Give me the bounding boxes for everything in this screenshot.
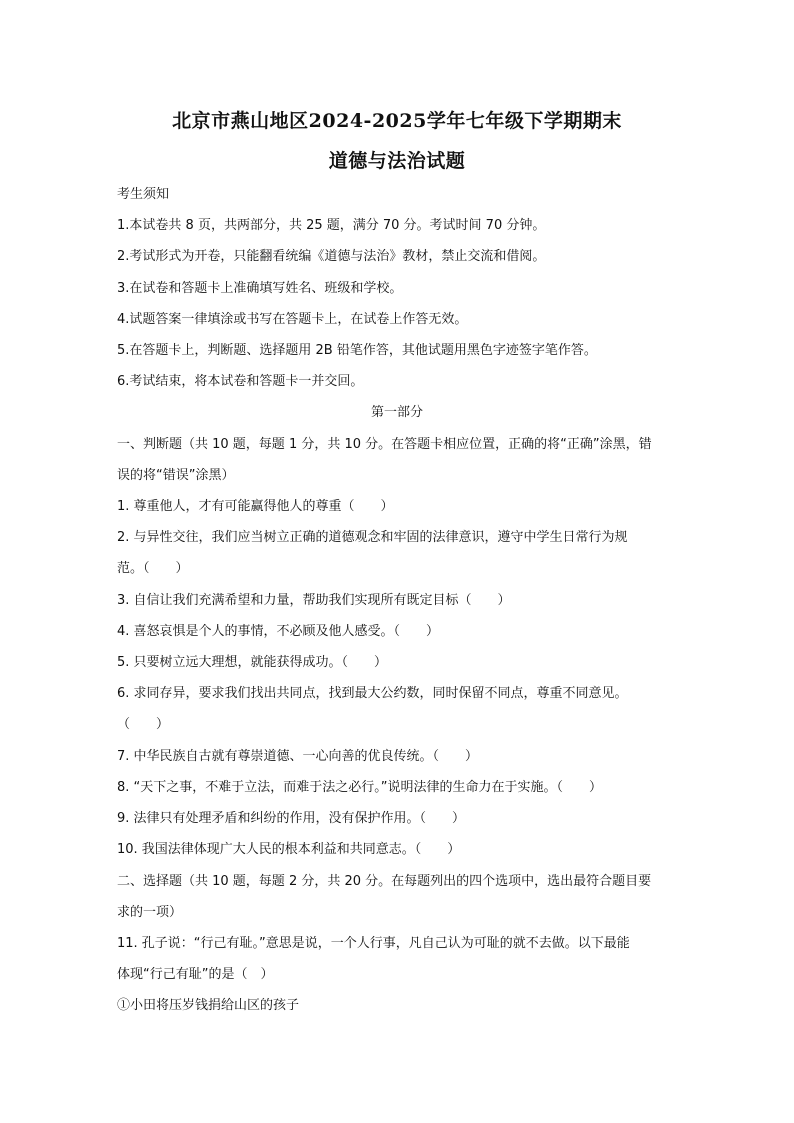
judge-question-3: 3. 自信让我们充满希望和力量，帮助我们实现所有既定目标（ ）: [117, 593, 511, 608]
judge-question-9: 9. 法律只有处理矛盾和纠纷的作用，没有保护作用。（ ）: [117, 811, 466, 826]
judge-question-10: 10. 我国法律体现广大人民的根本利益和共同意志。（ ）: [117, 842, 461, 857]
judge-question-2-line1: 2. 与异性交往，我们应当树立正确的道德观念和牢固的法律意识，遵守中学生日常行为规: [117, 530, 628, 545]
judge-question-2-line2: 范。（ ）: [117, 561, 189, 576]
section1-instructions-line1: 一、判断题（共 10 题，每题 1 分，共 10 分。在答题卡相应位置，正确的将“正确”涂黑，错: [117, 437, 652, 452]
judge-question-4: 4. 喜怒哀惧是个人的事情，不必顾及他人感受。（ ）: [117, 624, 440, 639]
section1-instructions-line2: 误的将“错误”涂黑）: [117, 468, 235, 483]
notice-item-3: 3.在试卷和答题卡上准确填写姓名、班级和学校。: [117, 281, 403, 296]
judge-question-1: 1. 尊重他人，才有可能赢得他人的尊重（ ）: [117, 499, 394, 514]
section2-instructions-line2: 求的一项）: [117, 905, 183, 920]
judge-question-6-line2: （ ）: [117, 717, 170, 732]
exam-subtitle: 道德与法治试题: [328, 150, 466, 172]
section2-instructions-line1: 二、选择题（共 10 题，每题 2 分，共 20 分。在每题列出的四个选项中，选出最符合题目要: [117, 874, 652, 889]
judge-question-8: 8. “天下之事，不难于立法，而难于法之必行。”说明法律的生命力在于实施。（ ）: [117, 780, 603, 795]
notice-item-5: 5.在答题卡上，判断题、选择题用 2B 铅笔作答，其他试题用黑色字迹签字笔作答。: [117, 343, 597, 358]
choice-question-11-line2: 体现“行己有耻”的是（ ）: [117, 967, 274, 982]
part-heading: 第一部分: [370, 405, 423, 420]
exam-title: 北京市燕山地区2024-2025学年七年级下学期期末: [172, 110, 622, 132]
notice-item-4: 4.试题答案一律填涂或书写在答题卡上，在试卷上作答无效。: [117, 312, 468, 327]
notice-item-6: 6.考试结束，将本试卷和答题卡一并交回。: [117, 374, 364, 389]
notice-item-1: 1.本试卷共 8 页，共两部分，共 25 题，满分 70 分。考试时间 70 分钟。: [117, 218, 546, 233]
judge-question-5: 5. 只要树立远大理想，就能获得成功。（ ）: [117, 655, 388, 670]
notice-item-2: 2.考试形式为开卷，只能翻看统编《道德与法治》教材，禁止交流和借阅。: [117, 249, 546, 264]
judge-question-6-line1: 6. 求同存异，要求我们找出共同点，找到最大公约数，同时保留不同点，尊重不同意见。: [117, 686, 628, 701]
judge-question-7: 7. 中华民族自古就有尊崇道德、一心向善的优良传统。（ ）: [117, 749, 479, 764]
notice-heading: 考生须知: [117, 187, 170, 202]
choice-option-1: ①小田将压岁钱捐给山区的孩子: [117, 998, 300, 1013]
choice-question-11-line1: 11. 孔子说：“行己有耻。”意思是说，一个人行事，凡自己认为可耻的就不去做。以下最能: [117, 936, 630, 951]
